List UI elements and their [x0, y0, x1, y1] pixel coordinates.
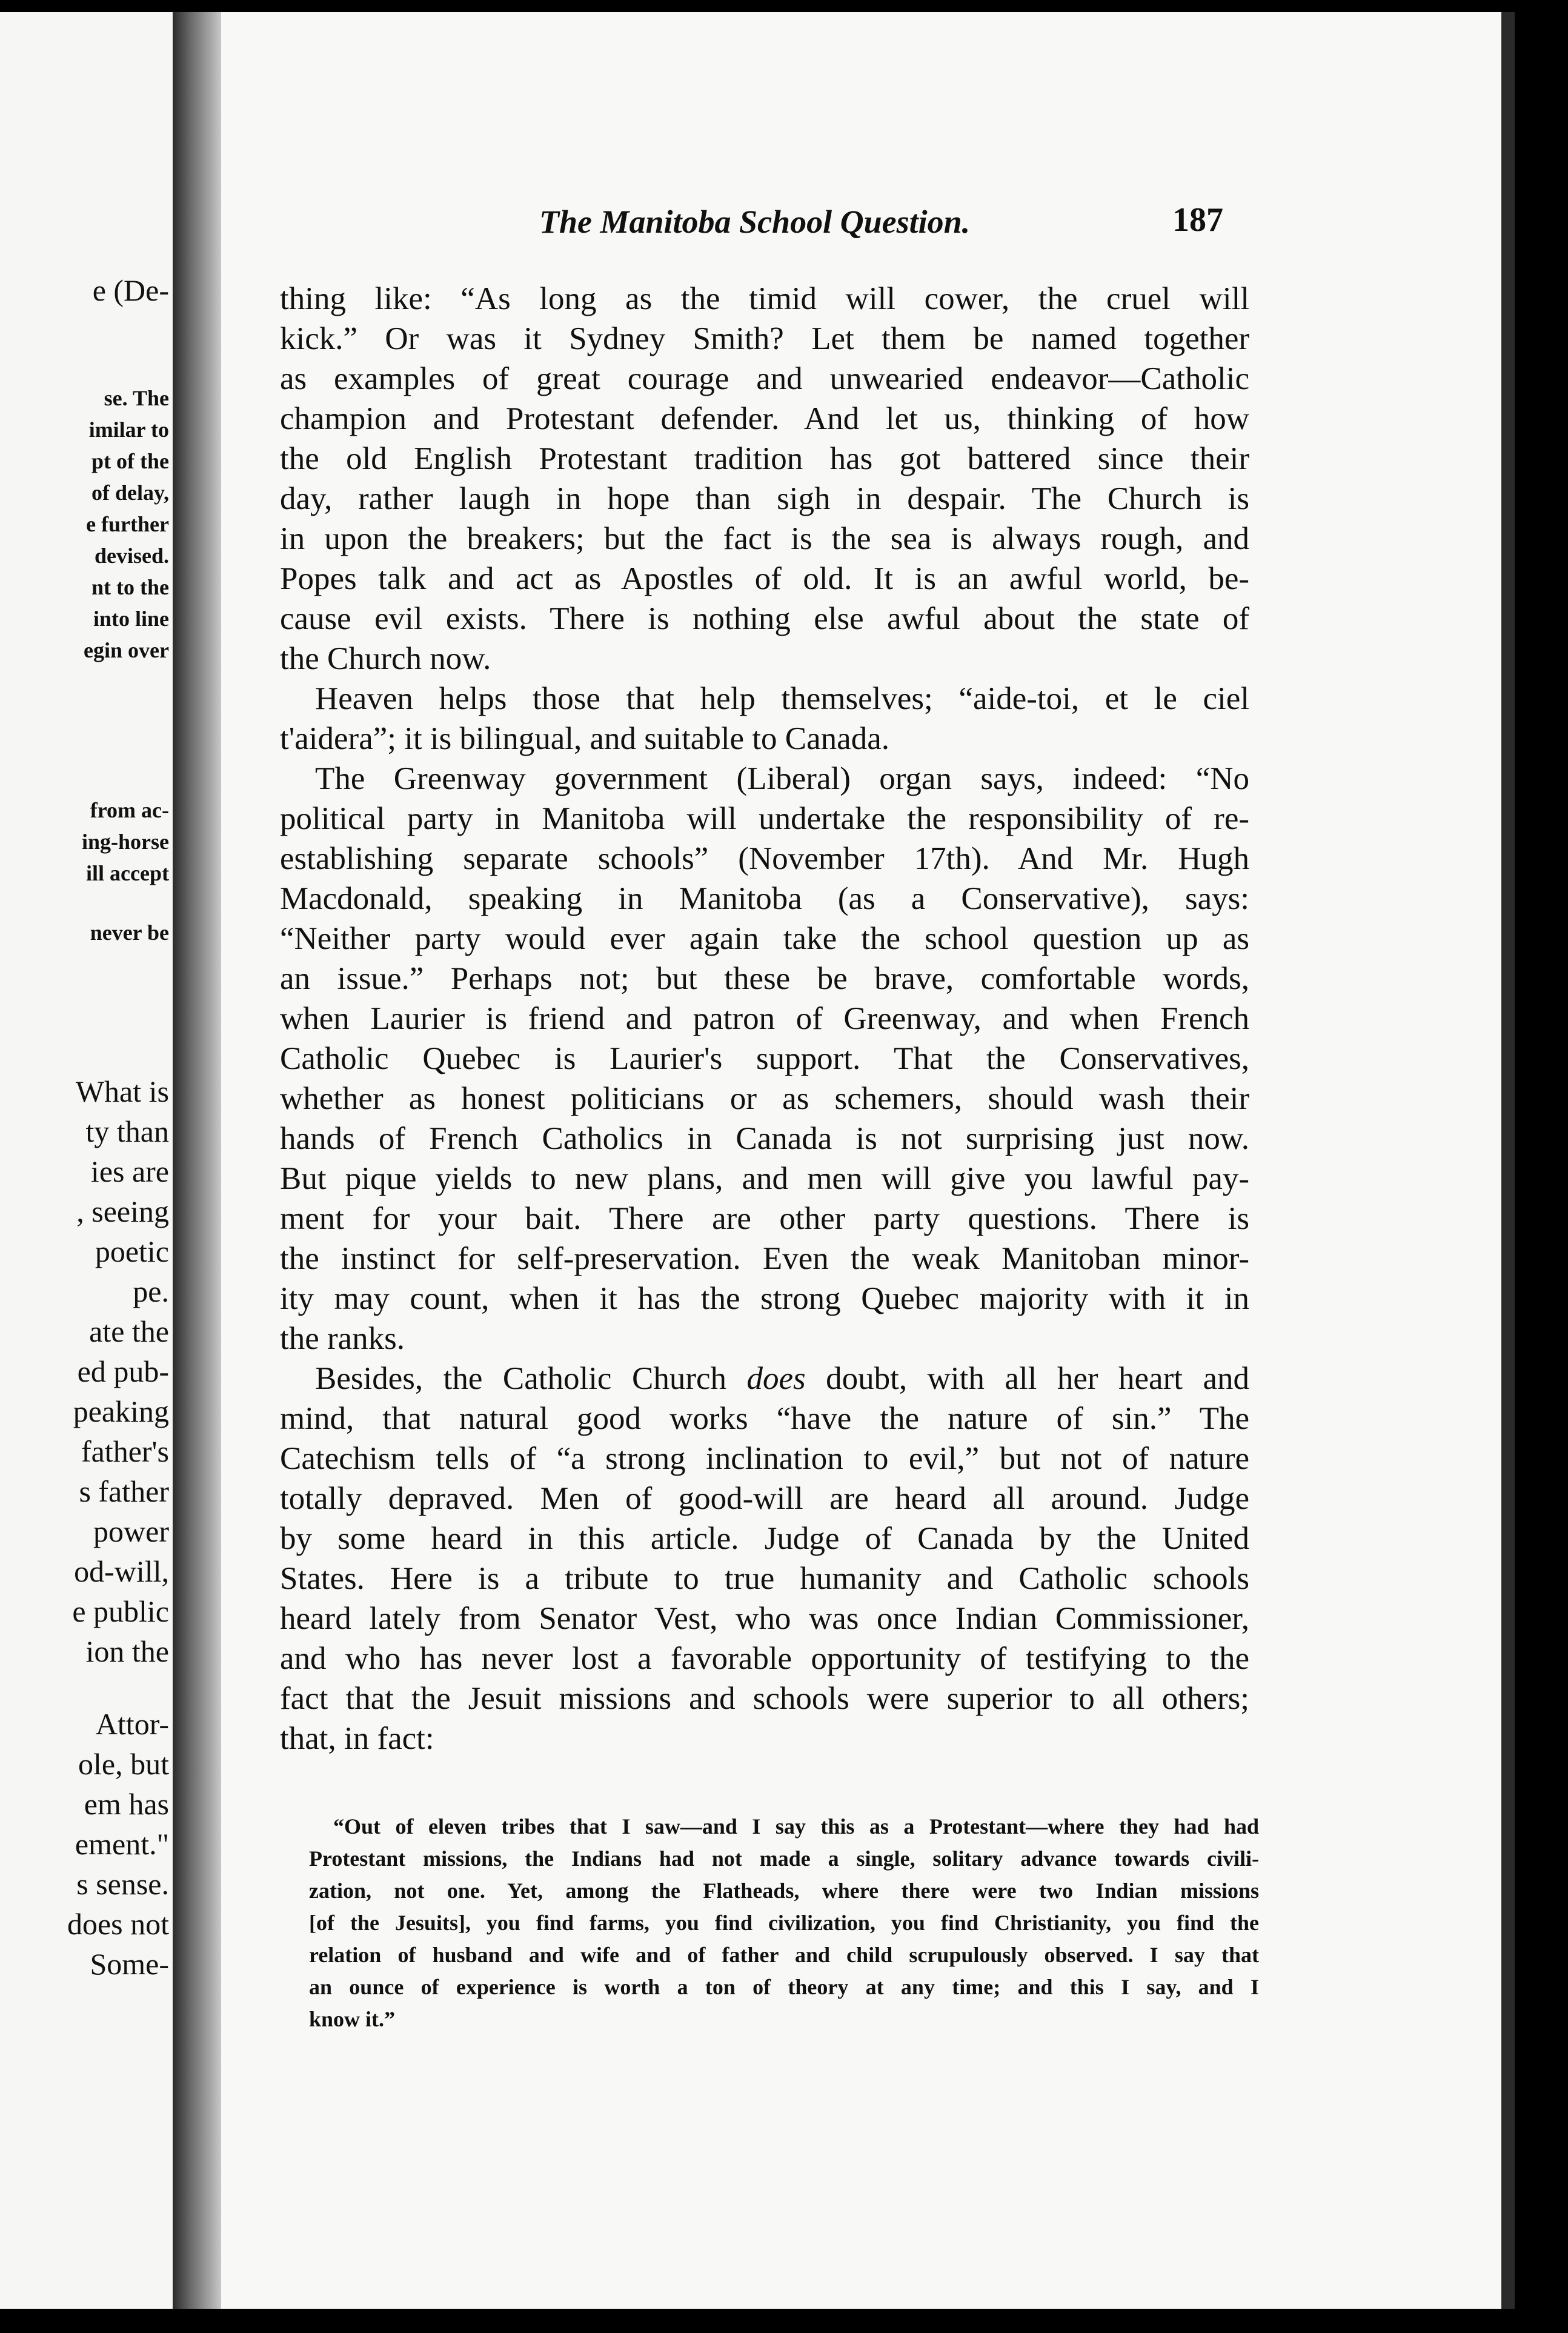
text-line: Besides, the Catholic Church does doubt, with all her heart and: [315, 1361, 1249, 1396]
text-line: whether as honest politicians or as schemers, should wash their: [280, 1081, 1249, 1116]
facing-page-line: imilar to: [88, 418, 169, 442]
text-line: heard lately from Senator Vest, who was once Indian Commissioner,: [280, 1601, 1249, 1636]
running-head: The Manitoba School Question.: [539, 204, 971, 240]
text-line: totally depraved. Men of good-will are heard all around. Judge: [280, 1481, 1249, 1516]
facing-page-line: od-will,: [74, 1554, 169, 1588]
text-line: political party in Manitoba will undertake the responsibility of re-: [280, 801, 1249, 836]
facing-page-line: ill accept: [86, 861, 169, 885]
text-line: when Laurier is friend and patron of Greenway, and when French: [280, 1001, 1249, 1036]
facing-page-line: ies are: [90, 1154, 169, 1188]
text-line: Macdonald, speaking in Manitoba (as a Conservative), says:: [280, 881, 1249, 916]
text-line: establishing separate schools” (November 17th). And Mr. Hugh: [280, 841, 1249, 876]
page: [221, 12, 1501, 2309]
text-line: t'aidera”; it is bilingual, and suitable to Canada.: [280, 721, 889, 756]
text-line: kick.” Or was it Sydney Smith? Let them be named together: [280, 321, 1249, 356]
quote-line: an ounce of experience is worth a ton of theory at any time; and this I say, and I: [309, 1975, 1259, 1999]
text-line: mind, that natural good works “have the nature of sin.” The: [280, 1401, 1249, 1436]
facing-page: [0, 12, 173, 2309]
facing-page-line: never be: [90, 920, 169, 945]
quote-line: zation, not one. Yet, among the Flatheads, where there were two Indian missions: [309, 1879, 1259, 1903]
text-line: the instinct for self-preservation. Even the weak Manitoban minor-: [280, 1241, 1249, 1276]
text-line: champion and Protestant defender. And let us, thinking of how: [280, 401, 1249, 436]
text-line: thing like: “As long as the timid will cower, the cruel will: [280, 281, 1249, 316]
facing-page-line: e public: [72, 1594, 169, 1628]
text-line: “Neither party would ever again take the school question up as: [280, 921, 1249, 956]
facing-page-line: poetic: [95, 1234, 169, 1268]
facing-page-line: ement.": [75, 1827, 169, 1861]
facing-page-line: e further: [86, 512, 169, 536]
facing-page-line: from ac-: [90, 798, 169, 822]
facing-page-line: pe.: [133, 1274, 169, 1308]
text-line: by some heard in this article. Judge of Canada by the United: [280, 1521, 1249, 1556]
book-gutter: [173, 12, 221, 2309]
facing-page-line: father's: [81, 1434, 169, 1468]
facing-page-line: of delay,: [91, 481, 169, 505]
facing-page-line: em has: [84, 1787, 169, 1821]
text-line: Catholic Quebec is Laurier's support. That the Conservatives,: [280, 1041, 1249, 1076]
text-line: cause evil exists. There is nothing else awful about the state of: [280, 601, 1249, 636]
text-line: ity may count, when it has the strong Quebec majority with it in: [280, 1281, 1249, 1316]
page-edge: [1501, 12, 1515, 2309]
facing-page-line: s father: [79, 1474, 169, 1508]
quote-line: relation of husband and wife and of father and child scrupulously observed. I say that: [309, 1943, 1259, 1967]
text-line: Catechism tells of “a strong inclination to evil,” but not of nature: [280, 1441, 1249, 1476]
text-line: in upon the breakers; but the fact is the sea is always rough, and: [280, 521, 1249, 556]
block-quote: [309, 1811, 1259, 2035]
facing-page-line: e (De-: [92, 273, 169, 307]
text-line: Heaven helps those that help themselves; “aide-toi, et le ciel: [315, 681, 1249, 716]
facing-page-line: does not: [67, 1907, 169, 1941]
text-line: ment for your bait. There are other party questions. There is: [280, 1201, 1249, 1236]
facing-page-line: egin over: [84, 638, 169, 662]
quote-line: know it.”: [309, 2007, 396, 2031]
facing-page-line: s sense.: [76, 1867, 169, 1901]
text-line: But pique yields to new plans, and men will give you lawful pay-: [280, 1161, 1249, 1196]
facing-page-line: power: [93, 1514, 169, 1548]
facing-page-line: ate the: [89, 1314, 169, 1348]
text-line: the old English Protestant tradition has got battered since their: [280, 441, 1249, 476]
facing-page-line: Some-: [90, 1947, 169, 1981]
facing-page-line: ole, but: [78, 1747, 169, 1781]
text-line: hands of French Catholics in Canada is not surprising just now.: [280, 1121, 1249, 1156]
body-text: [280, 279, 1249, 1759]
facing-page-line: ing-horse: [82, 830, 169, 854]
facing-page-line: peaking: [73, 1394, 169, 1428]
facing-page-line: Attor-: [95, 1707, 169, 1741]
text-line: fact that the Jesuit missions and schools were superior to all others;: [280, 1681, 1249, 1716]
page-header: [221, 203, 1501, 251]
facing-page-line: ion the: [85, 1634, 169, 1668]
facing-page-line: ty than: [85, 1114, 169, 1148]
text-line: as examples of great courage and unwearied endeavor—Catholic: [280, 361, 1249, 396]
facing-page-line: What is: [75, 1074, 169, 1108]
text-line: and who has never lost a favorable opportunity of testifying to the: [280, 1641, 1249, 1676]
text-line: the ranks.: [280, 1321, 405, 1356]
emphasis: does: [746, 1361, 806, 1396]
text-line: The Greenway government (Liberal) organ says, indeed: “No: [315, 761, 1249, 796]
text-line: the Church now.: [280, 641, 491, 676]
facing-page-line: , seeing: [76, 1194, 169, 1228]
page-number: 187: [1172, 201, 1223, 239]
text-line: that, in fact:: [280, 1721, 434, 1756]
facing-page-line: nt to the: [91, 575, 169, 599]
facing-page-line: into line: [93, 607, 169, 631]
facing-page-line: ed pub-: [77, 1354, 169, 1388]
text-line: States. Here is a tribute to true humanity and Catholic schools: [280, 1561, 1249, 1596]
quote-line: Protestant missions, the Indians had not made a single, solitary advance towards civili-: [309, 1846, 1259, 1871]
facing-page-line: devised.: [94, 544, 169, 568]
quote-line: “Out of eleven tribes that I saw—and I say this as a Protestant—where they had had: [333, 1814, 1259, 1839]
quote-line: [of the Jesuits], you find farms, you find civilization, you find Christianity, you find the: [309, 1911, 1259, 1935]
text-line: Popes talk and act as Apostles of old. It is an awful world, be-: [280, 561, 1249, 596]
facing-page-line: pt of the: [91, 449, 169, 473]
facing-page-line: se. The: [104, 386, 169, 410]
text-line: an issue.” Perhaps not; but these be brave, comfortable words,: [280, 961, 1249, 996]
text-line: day, rather laugh in hope than sigh in despair. The Church is: [280, 481, 1249, 516]
